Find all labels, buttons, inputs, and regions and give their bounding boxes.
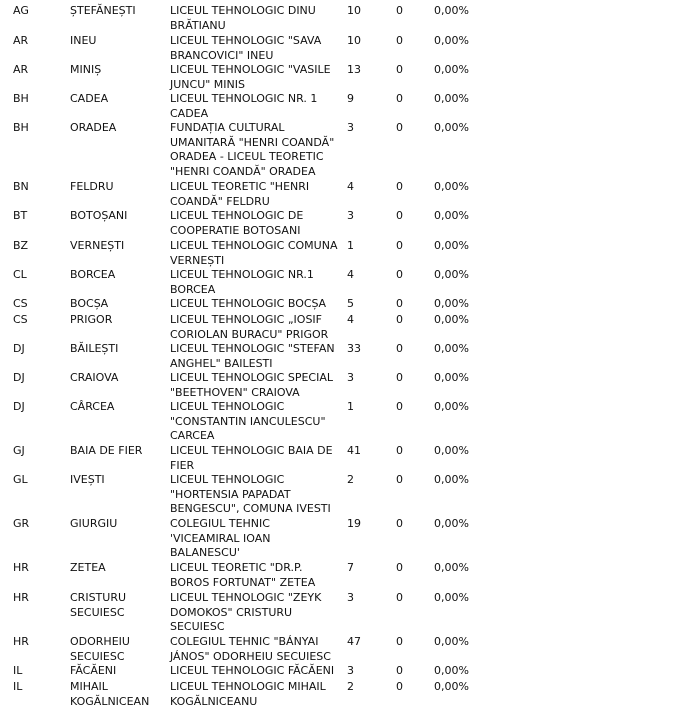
passed-count-cell: 0 — [396, 4, 403, 17]
candidates-count-cell: 3 — [347, 209, 354, 222]
school-name-cell: LICEUL TEHNOLOGIC "CONSTANTIN IANCULESCU" CARCEA — [170, 400, 326, 443]
passed-count-cell: 0 — [396, 34, 403, 47]
pass-rate-cell: 0,00% — [434, 4, 469, 17]
candidates-count-cell: 9 — [347, 92, 354, 105]
locality-cell: BOCȘA — [70, 297, 109, 310]
locality-cell: GIURGIU — [70, 517, 118, 530]
county-cell: GL — [13, 473, 28, 486]
county-cell: IL — [13, 664, 23, 677]
county-cell: HR — [13, 591, 29, 604]
candidates-count-cell: 33 — [347, 342, 361, 355]
pass-rate-cell: 0,00% — [434, 473, 469, 486]
candidates-count-cell: 4 — [347, 268, 354, 281]
county-cell: BN — [13, 180, 29, 193]
county-cell: BT — [13, 209, 28, 222]
school-name-cell: LICEUL TEHNOLOGIC MIHAIL KOGĂLNICEANU — [170, 680, 326, 708]
county-cell: AR — [13, 63, 29, 76]
county-cell: CL — [13, 268, 27, 281]
pass-rate-cell: 0,00% — [434, 517, 469, 530]
locality-cell: CÂRCEA — [70, 400, 115, 413]
passed-count-cell: 0 — [396, 209, 403, 222]
pass-rate-cell: 0,00% — [434, 371, 469, 384]
county-cell: DJ — [13, 400, 25, 413]
locality-cell: ORADEA — [70, 121, 117, 134]
pass-rate-cell: 0,00% — [434, 63, 469, 76]
passed-count-cell: 0 — [396, 473, 403, 486]
pass-rate-cell: 0,00% — [434, 444, 469, 457]
school-name-cell: LICEUL TEORETIC "DR.P. BOROS FORTUNAT" ZETEA — [170, 561, 316, 589]
school-name-cell: LICEUL TEHNOLOGIC "STEFAN ANGHEL" BAILESTI — [170, 342, 335, 370]
locality-cell: MINIȘ — [70, 63, 102, 76]
candidates-count-cell: 4 — [347, 180, 354, 193]
county-cell: AG — [13, 4, 29, 17]
locality-cell: BORCEA — [70, 268, 116, 281]
county-cell: HR — [13, 635, 29, 648]
passed-count-cell: 0 — [396, 635, 403, 648]
school-name-cell: LICEUL TEHNOLOGIC NR. 1 CADEA — [170, 92, 318, 120]
school-name-cell: LICEUL TEHNOLOGIC „IOSIF CORIOLAN BURACU" PRIGOR — [170, 313, 329, 341]
county-cell: CS — [13, 313, 28, 326]
candidates-count-cell: 41 — [347, 444, 361, 457]
pass-rate-cell: 0,00% — [434, 180, 469, 193]
candidates-count-cell: 10 — [347, 4, 361, 17]
county-cell: GR — [13, 517, 30, 530]
county-cell: HR — [13, 561, 29, 574]
pass-rate-cell: 0,00% — [434, 561, 469, 574]
candidates-count-cell: 13 — [347, 63, 361, 76]
candidates-count-cell: 4 — [347, 313, 354, 326]
passed-count-cell: 0 — [396, 268, 403, 281]
pass-rate-cell: 0,00% — [434, 209, 469, 222]
passed-count-cell: 0 — [396, 92, 403, 105]
locality-cell: CADEA — [70, 92, 109, 105]
locality-cell: VERNEȘTI — [70, 239, 125, 252]
candidates-count-cell: 2 — [347, 473, 354, 486]
passed-count-cell: 0 — [396, 121, 403, 134]
candidates-count-cell: 3 — [347, 371, 354, 384]
passed-count-cell: 0 — [396, 342, 403, 355]
passed-count-cell: 0 — [396, 371, 403, 384]
pass-rate-cell: 0,00% — [434, 635, 469, 648]
passed-count-cell: 0 — [396, 444, 403, 457]
school-name-cell: LICEUL TEHNOLOGIC NR.1 BORCEA — [170, 268, 314, 296]
candidates-count-cell: 47 — [347, 635, 361, 648]
pass-rate-cell: 0,00% — [434, 342, 469, 355]
school-name-cell: LICEUL TEORETIC "HENRI COANDĂ" FELDRU — [170, 180, 310, 208]
school-name-cell: LICEUL TEHNOLOGIC BAIA DE FIER — [170, 444, 333, 472]
pass-rate-cell: 0,00% — [434, 297, 469, 310]
locality-cell: INEU — [70, 34, 97, 47]
pass-rate-cell: 0,00% — [434, 239, 469, 252]
candidates-count-cell: 3 — [347, 664, 354, 677]
county-cell: BH — [13, 121, 29, 134]
locality-cell: ODORHEIU SECUIESC — [70, 635, 130, 663]
locality-cell: CRISTURU SECUIESC — [70, 591, 127, 619]
passed-count-cell: 0 — [396, 63, 403, 76]
county-cell: AR — [13, 34, 29, 47]
candidates-count-cell: 7 — [347, 561, 354, 574]
candidates-count-cell: 2 — [347, 680, 354, 693]
pass-rate-cell: 0,00% — [434, 400, 469, 413]
passed-count-cell: 0 — [396, 180, 403, 193]
candidates-count-cell: 10 — [347, 34, 361, 47]
passed-count-cell: 0 — [396, 561, 403, 574]
candidates-count-cell: 3 — [347, 121, 354, 134]
locality-cell: ȘTEFĂNEȘTI — [70, 4, 136, 17]
county-cell: DJ — [13, 371, 25, 384]
passed-count-cell: 0 — [396, 517, 403, 530]
pass-rate-cell: 0,00% — [434, 34, 469, 47]
school-name-cell: LICEUL TEHNOLOGIC BOCȘA — [170, 297, 327, 310]
school-name-cell: LICEUL TEHNOLOGIC FĂCĂENI — [170, 664, 335, 677]
school-name-cell: COLEGIUL TEHNIC 'VICEAMIRAL IOAN BALANESCU' — [170, 517, 271, 560]
passed-count-cell: 0 — [396, 664, 403, 677]
locality-cell: FĂCĂENI — [70, 664, 117, 677]
county-cell: GJ — [13, 444, 25, 457]
passed-count-cell: 0 — [396, 400, 403, 413]
pass-rate-cell: 0,00% — [434, 121, 469, 134]
candidates-count-cell: 5 — [347, 297, 354, 310]
locality-cell: PRIGOR — [70, 313, 113, 326]
school-name-cell: LICEUL TEHNOLOGIC "VASILE JUNCU" MINIS — [170, 63, 331, 91]
passed-count-cell: 0 — [396, 680, 403, 693]
pass-rate-cell: 0,00% — [434, 268, 469, 281]
pass-rate-cell: 0,00% — [434, 680, 469, 693]
passed-count-cell: 0 — [396, 591, 403, 604]
pass-rate-cell: 0,00% — [434, 591, 469, 604]
school-name-cell: LICEUL TEHNOLOGIC "ZEYK DOMOKOS" CRISTURU SECUIESC — [170, 591, 322, 634]
pass-rate-cell: 0,00% — [434, 92, 469, 105]
passed-count-cell: 0 — [396, 313, 403, 326]
locality-cell: CRAIOVA — [70, 371, 119, 384]
locality-cell: ZETEA — [70, 561, 106, 574]
pass-rate-cell: 0,00% — [434, 313, 469, 326]
county-cell: IL — [13, 680, 23, 693]
county-cell: BZ — [13, 239, 29, 252]
school-name-cell: LICEUL TEHNOLOGIC DINU BRĂTIANU — [170, 4, 316, 32]
school-name-cell: FUNDAȚIA CULTURAL UMANITARĂ "HENRI COANDĂ" ORADEA - LICEUL TEORETIC "HENRI COANDĂ" ORADEA — [170, 121, 335, 178]
locality-cell: BAIA DE FIER — [70, 444, 143, 457]
school-name-cell: LICEUL TEHNOLOGIC COMUNA VERNEȘTI — [170, 239, 338, 267]
school-name-cell: LICEUL TEHNOLOGIC "SAVA BRANCOVICI" INEU — [170, 34, 322, 62]
county-cell: CS — [13, 297, 28, 310]
school-name-cell: LICEUL TEHNOLOGIC DE COOPERATIE BOTOSANI — [170, 209, 304, 237]
county-cell: BH — [13, 92, 29, 105]
pass-rate-cell: 0,00% — [434, 664, 469, 677]
locality-cell: BĂILEȘTI — [70, 342, 119, 355]
candidates-count-cell: 1 — [347, 400, 354, 413]
locality-cell: BOTOȘANI — [70, 209, 128, 222]
candidates-count-cell: 3 — [347, 591, 354, 604]
county-cell: DJ — [13, 342, 25, 355]
passed-count-cell: 0 — [396, 239, 403, 252]
candidates-count-cell: 19 — [347, 517, 361, 530]
school-name-cell: LICEUL TEHNOLOGIC SPECIAL "BEETHOVEN" CRAIOVA — [170, 371, 333, 399]
passed-count-cell: 0 — [396, 297, 403, 310]
school-name-cell: COLEGIUL TEHNIC "BÁNYAI JÁNOS" ODORHEIU SECUIESC — [170, 635, 331, 663]
school-name-cell: LICEUL TEHNOLOGIC "HORTENSIA PAPADAT BENGESCU", COMUNA IVESTI — [170, 473, 331, 516]
candidates-count-cell: 1 — [347, 239, 354, 252]
locality-cell: FELDRU — [70, 180, 114, 193]
locality-cell: IVEȘTI — [70, 473, 105, 486]
locality-cell: MIHAIL KOGĂLNICEAN — [70, 680, 150, 708]
